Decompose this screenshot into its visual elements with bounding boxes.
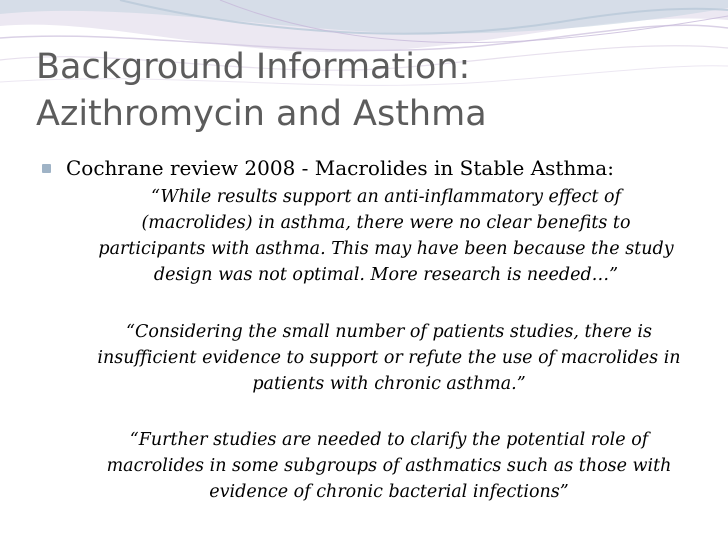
square-bullet-icon (42, 164, 51, 173)
quote-block-1: “While results support an anti-inflammatory effect of (macrolides) in asthma, there were no clear benefits to participants with asthma. This may have been because the study design was not optimal. More research is needed…” (98, 187, 674, 285)
title-line-1: Background Information: (36, 47, 471, 87)
quote-block-3: “Further studies are needed to clarify the potential role of macrolides in some subgroups of asthmatics such as those with evidence of chronic bacterial infections” (106, 430, 672, 502)
slide-title (36, 44, 696, 138)
quote-block-2: “Considering the small number of patients studies, there is insufficient evidence to support or refute the use of macrolides in patients with chronic asthma.” (97, 322, 681, 394)
bullet-text: Cochrane review 2008 - Macrolides in Stable Asthma: (66, 156, 614, 180)
title-line-2: Azithromycin and Asthma (36, 94, 487, 134)
